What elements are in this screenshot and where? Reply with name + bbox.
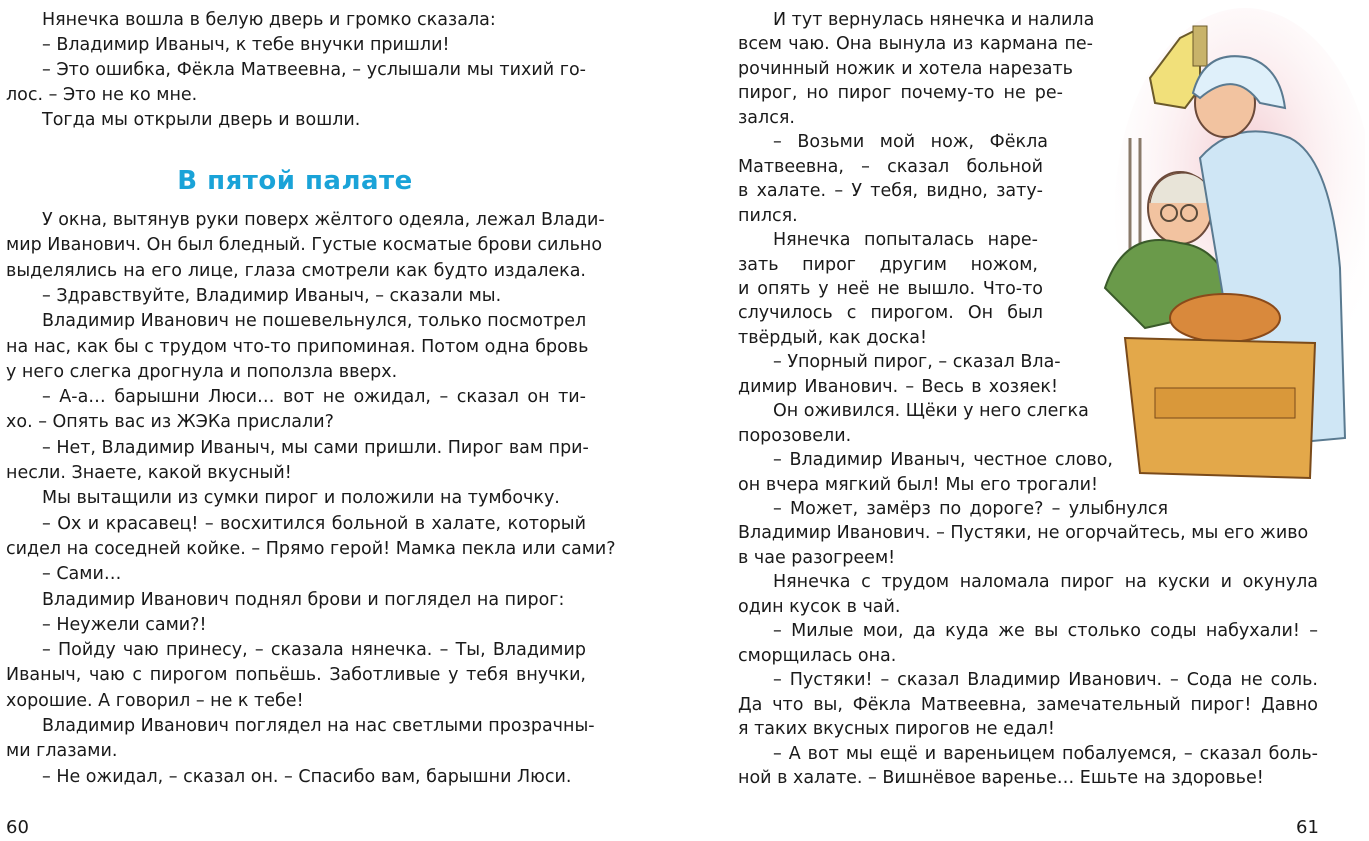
left-text-line: у него слегка дрогнула и поползла вверх. [6,362,398,382]
left-text-line: У окна, вытянув руки поверх жёлтого одеяла, лежал Влади- [42,210,605,230]
lamp-mount [1193,26,1207,66]
right-text-line: Матвеевна, – сказал больной [738,157,1043,177]
left-text-line: Тогда мы открыли дверь и вошли. [42,110,361,130]
left-text-line: – Пойду чаю принесу, – сказала нянечка. – Ты, Владимир [42,640,586,660]
left-text-line: хо. – Опять вас из ЖЭКа прислали? [6,412,334,432]
page-number-left: 60 [6,817,29,838]
right-text-line: – Упорный пирог, – сказал Вла- [773,352,1061,372]
right-text-line: – Может, замёрз по дороге? – улыбнулся [773,499,1168,519]
left-text-line: – Сами… [42,564,122,584]
right-text-line: И тут вернулась нянечка и налила [773,10,1095,30]
right-text-line: всем чаю. Она вынула из кармана пе- [738,34,1093,54]
left-page [0,0,616,841]
right-text-line: порозовели. [738,426,852,446]
right-text-line: ной в халате. – Вишнёвое варенье… Ешьте на здоровье! [738,768,1264,788]
pie-icon [1170,294,1280,342]
left-text-line: выделялись на его лице, глаза смотрели как будто издалека. [6,261,586,281]
left-text-line: – А-а… барышни Люси… вот не ожидал, – сказал он ти- [42,387,586,407]
left-text-line: Владимир Иванович поднял брови и поглядел на пирог: [42,590,565,610]
right-text-line: – Пустяки! – сказал Владимир Иванович. – Сода не соль. [773,670,1318,690]
left-text-line: лос. – Это не ко мне. [6,85,198,105]
left-text-line: Владимир Иванович поглядел на нас светлыми прозрачны- [42,716,595,736]
left-text-line: Нянечка вошла в белую дверь и громко сказала: [42,10,496,30]
right-text-line: случилось с пирогом. Он был [738,303,1043,323]
right-text-line: и опять у неё не вышло. Что-то [738,279,1043,299]
right-text-line: Он оживился. Щёки у него слегка [773,401,1089,421]
left-text-line: ми глазами. [6,741,118,761]
right-text-line: Нянечка с трудом наломала пирог на куски и окунула [773,572,1318,592]
right-text-line: Нянечка попыталась наре- [773,230,1038,250]
right-text-line: сморщилась она. [738,646,897,666]
right-text-line: Владимир Иванович. – Пустяки, не огорчайтесь, мы его живо [738,523,1309,543]
left-text-line: на нас, как бы с трудом что-то припоминая. Потом одна бровь [6,337,589,357]
right-text-line: рочинный ножик и хотела нарезать [738,59,1073,79]
right-text-line: один кусок в чай. [738,597,901,617]
right-text-line: он вчера мягкий был! Мы его трогали! [738,475,1098,495]
right-text-line: Да что вы, Фёкла Матвеевна, замечательный пирог! Давно [738,695,1318,715]
right-text-line: я таких вкусных пирогов не едал! [738,719,1055,739]
left-text-line: несли. Знаете, какой вкусный! [6,463,292,483]
right-text-line: в халате. – У тебя, видно, зату- [738,181,1043,201]
right-text-line: димир Иванович. – Весь в хозяек! [738,377,1058,397]
right-text-line: – А вот мы ещё и вареньицем побалуемся, – сказал боль- [773,744,1318,764]
right-text-line: пился. [738,206,798,226]
right-text-line: – Милые мои, да куда же вы столько соды набухали! – [773,621,1318,641]
left-text-line: мир Иванович. Он был бледный. Густые косматые брови сильно [6,235,603,255]
right-text-line: твёрдый, как доска! [738,328,927,348]
left-text-line: – Ох и красавец! – восхитился больной в халате, который [42,514,586,534]
left-text-line: – Здравствуйте, Владимир Иваныч, – сказали мы. [42,286,502,306]
left-text-line: Иваныч, чаю с пирогом попьёшь. Заботливые у тебя внучки, [6,665,586,685]
left-text-line: – Неужели сами?! [42,615,207,635]
left-text-line: – Это ошибка, Фёкла Матвеевна, – услышали мы тихий го- [42,60,586,80]
nightstand-drawer [1155,388,1295,418]
left-text-line: Мы вытащили из сумки пирог и положили на тумбочку. [42,488,560,508]
right-text-line: – Владимир Иваныч, честное слово, [773,450,1113,470]
page-number-right: 61 [1296,817,1319,838]
left-text-line: – Нет, Владимир Иваныч, мы сами пришли. Пирог вам при- [42,438,589,458]
right-text-line: зался. [738,108,795,128]
right-text-line: пирог, но пирог почему-то не ре- [738,83,1063,103]
right-text-line: зать пирог другим ножом, [738,255,1038,275]
left-text-line: сидел на соседней койке. – Прямо герой! Мамка пекла или сами? [6,539,616,559]
left-text-line: хорошие. А говорил – не к тебе! [6,691,304,711]
right-text-line: в чае разогреем! [738,548,896,568]
left-text-line: – Владимир Иваныч, к тебе внучки пришли! [42,35,450,55]
chapter-heading: В пятой палате [177,166,413,196]
left-text-line: Владимир Иванович не пошевельнулся, только посмотрел [42,311,587,331]
illustration-nurse-and-patient [1085,8,1365,508]
right-text-line: – Возьми мой нож, Фёкла [773,132,1048,152]
left-text-line: – Не ожидал, – сказал он. – Спасибо вам, барышни Люси. [42,767,572,787]
